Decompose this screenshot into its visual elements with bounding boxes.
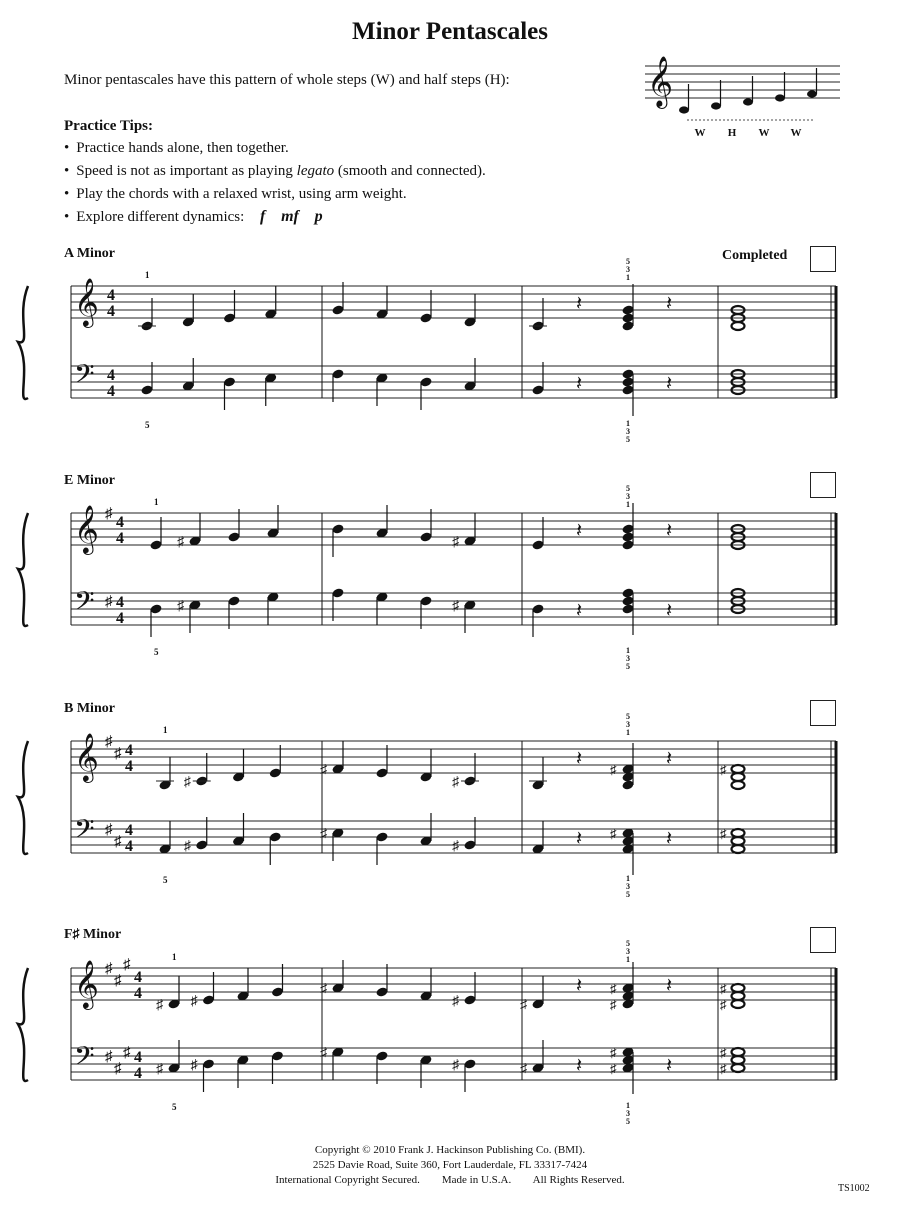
chord-note-head [732,1064,745,1072]
brace [18,286,28,399]
fingering-1: 1 [172,952,177,962]
accidental-sharp-icon: ♯ [452,599,459,614]
chord-note-head [732,992,745,1000]
accidental-sharp-icon: ♯ [190,1058,198,1073]
fingering-5: 5 [163,875,168,885]
quarter-rest-icon: 𝄽 [576,828,583,850]
tips-heading: Practice Tips: [64,118,154,134]
tip-item: • Explore different dynamics: f mf p [64,207,486,227]
dynamic-forte: f [260,208,266,225]
time-signature-bottom: 4 [125,758,133,775]
chord-fingering: 3 [626,492,630,501]
footer [0,1143,900,1188]
key-sharp-icon: ♯ [123,1045,131,1061]
quarter-rest-icon: 𝄽 [666,373,673,395]
chord-fingering: 3 [626,882,630,891]
key-sharp-icon: ♯ [114,834,122,850]
accidental-sharp-icon: ♯ [720,1045,727,1060]
quarter-rest-icon: 𝄽 [576,520,583,542]
grand-staff-f-sharp-minor [14,939,854,1134]
quarter-rest-icon: 𝄽 [666,600,673,622]
quarter-rest-icon: 𝄽 [666,1055,673,1077]
quarter-rest-icon: 𝄽 [576,373,583,395]
time-signature-bottom: 4 [116,610,124,627]
completed-label: Completed [722,248,788,263]
chord-note-head [732,837,745,845]
accidental-sharp-icon: ♯ [452,535,459,550]
accidental-sharp-icon: ♯ [452,775,459,790]
intro-note [775,94,785,101]
time-signature-bottom: 4 [134,1065,142,1082]
chord-note-head [732,781,745,789]
time-signature-top: 4 [134,969,142,986]
catalog-code: TS1002 [838,1183,870,1194]
bass-clef-icon: 𝄢 [74,1041,95,1077]
intro-note [711,102,721,109]
chord-fingering: 1 [626,874,630,883]
key-sharp-icon: ♯ [105,822,113,838]
chord-note-head [732,845,745,853]
key-sharp-icon: ♯ [105,961,113,977]
time-signature-bottom: 4 [107,303,115,320]
time-signature-bottom: 4 [125,838,133,855]
chord-note-head [732,773,745,781]
fingering-5: 5 [145,420,150,430]
footer-rights: International Copyright Secured. Made in U.S.A. All Rights Reserved. [275,1174,625,1186]
accidental-sharp-icon: ♯ [720,1061,727,1076]
fingering-1: 1 [163,725,168,735]
practice-tips [64,118,486,230]
chord-fingering: 5 [626,257,630,266]
chord-fingering: 5 [626,712,630,721]
time-signature-top: 4 [125,742,133,759]
accidental-sharp-icon: ♯ [452,994,459,1009]
chord-note-head [732,829,745,837]
key-sharp-icon: ♯ [114,973,122,989]
brace [18,741,28,854]
chord-fingering: 3 [626,720,630,729]
treble-clef-icon: 𝄞 [74,962,99,1008]
bass-clef-icon: 𝄢 [74,359,95,395]
dynamic-piano: p [314,208,323,225]
fingering-5: 5 [154,647,159,657]
quarter-rest-icon: 𝄽 [576,293,583,315]
intro-note [743,98,753,105]
accidental-sharp-icon: ♯ [452,839,459,854]
page-title: Minor Pentascales [351,18,549,45]
quarter-rest-icon: 𝄽 [666,828,673,850]
key-sharp-icon: ♯ [105,1049,113,1065]
chord-fingering: 1 [626,955,630,964]
tip-item: • Speed is not as important as playing legato (smooth and connected). [64,161,486,181]
quarter-rest-icon: 𝄽 [666,520,673,542]
treble-clef-icon: 𝄞 [647,57,674,106]
key-sharp-icon: ♯ [105,734,113,750]
brace [18,968,28,1081]
fingering-1: 1 [145,270,150,280]
treble-clef-icon: 𝄞 [74,735,99,781]
accidental-sharp-icon: ♯ [156,1062,163,1077]
accidental-sharp-icon: ♯ [610,762,617,777]
quarter-rest-icon: 𝄽 [666,975,673,997]
pattern-step: W [758,127,770,139]
time-signature-bottom: 4 [116,530,124,547]
accidental-sharp-icon: ♯ [183,839,191,854]
accidental-sharp-icon: ♯ [720,981,727,996]
time-signature-top: 4 [116,514,124,531]
chord-note-head [732,322,745,330]
key-sharp-icon: ♯ [114,1061,122,1077]
chord-note-head [732,984,745,992]
key-sharp-icon: ♯ [105,506,113,522]
chord-fingering: 3 [626,427,630,436]
time-signature-bottom: 4 [134,985,142,1002]
accidental-sharp-icon: ♯ [177,535,184,550]
chord-fingering: 5 [626,890,630,899]
accidental-sharp-icon: ♯ [720,997,727,1012]
grand-staff-a-minor [14,257,854,452]
accidental-sharp-icon: ♯ [610,997,617,1012]
section-title-b-minor: B Minor [64,701,115,716]
accidental-sharp-icon: ♯ [190,994,198,1009]
section-title-e-minor: E Minor [64,473,115,488]
chord-fingering: 3 [626,265,630,274]
intro-note [679,106,689,113]
chord-fingering: 5 [626,435,630,444]
pattern-step: W [790,127,802,139]
chord-fingering: 1 [626,500,630,509]
footer-address: 2525 Davie Road, Suite 360, Fort Lauderdale, FL 33317-7424 [312,1159,588,1171]
key-sharp-icon: ♯ [105,594,113,610]
chord-note-head [732,765,745,773]
chord-fingering: 1 [626,273,630,282]
chord-note-head [732,1048,745,1056]
brace [18,513,28,626]
chord-fingering: 5 [626,484,630,493]
time-signature-bottom: 4 [107,383,115,400]
accidental-sharp-icon: ♯ [610,1045,617,1060]
quarter-rest-icon: 𝄽 [666,293,673,315]
accidental-sharp-icon: ♯ [320,1046,327,1061]
chord-fingering: 1 [626,1101,630,1110]
accidental-sharp-icon: ♯ [610,826,617,841]
accidental-sharp-icon: ♯ [520,1062,527,1077]
quarter-rest-icon: 𝄽 [576,1055,583,1077]
chord-fingering: 1 [626,419,630,428]
intro-pattern-staff [645,52,845,147]
accidental-sharp-icon: ♯ [320,827,327,842]
quarter-rest-icon: 𝄽 [576,975,583,997]
fingering-5: 5 [172,1102,177,1112]
treble-clef-icon: 𝄞 [74,280,99,326]
quarter-rest-icon: 𝄽 [666,748,673,770]
bass-clef-icon: 𝄢 [74,586,95,622]
accidental-sharp-icon: ♯ [720,762,727,777]
tip-item: • Practice hands alone, then together. [64,138,486,158]
chord-fingering: 1 [626,646,630,655]
tip-item: • Play the chords with a relaxed wrist, using arm weight. [64,184,486,204]
accidental-sharp-icon: ♯ [183,775,191,790]
time-signature-top: 4 [125,822,133,839]
grand-staff-b-minor [14,712,854,907]
chord-fingering: 5 [626,939,630,948]
grand-staff-e-minor [14,484,854,679]
accidental-sharp-icon: ♯ [610,981,617,996]
pattern-step: H [727,127,737,139]
accidental-sharp-icon: ♯ [156,998,163,1013]
accidental-sharp-icon: ♯ [320,763,327,778]
quarter-rest-icon: 𝄽 [576,748,583,770]
intro-text: Minor pentascales have this pattern of whole steps (W) and half steps (H): [64,72,510,88]
time-signature-top: 4 [107,367,115,384]
quarter-rest-icon: 𝄽 [576,600,583,622]
key-sharp-icon: ♯ [114,746,122,762]
time-signature-top: 4 [134,1049,142,1066]
intro-notes [679,90,817,113]
accidental-sharp-icon: ♯ [177,599,184,614]
chord-note-head [732,1000,745,1008]
intro-note [807,90,817,97]
key-sharp-icon: ♯ [123,957,131,973]
section-title-a-minor: A Minor [64,246,115,261]
tips-list [64,138,486,227]
footer-copyright: Copyright © 2010 Frank J. Hackinson Publishing Co. (BMI). [314,1144,586,1156]
accidental-sharp-icon: ♯ [452,1058,459,1073]
time-signature-top: 4 [116,594,124,611]
chord-fingering: 5 [626,1117,630,1126]
time-signature-top: 4 [107,287,115,304]
chord-fingering: 5 [626,662,630,671]
chord-fingering: 1 [626,728,630,737]
bass-clef-icon: 𝄢 [74,814,95,850]
treble-clef-icon: 𝄞 [74,507,99,553]
chord-note-head [732,1056,745,1064]
chord-fingering: 3 [626,947,630,956]
section-title-f-sharp-minor: F♯ Minor [64,927,122,942]
chord-fingering: 3 [626,654,630,663]
accidental-sharp-icon: ♯ [320,982,327,997]
accidental-sharp-icon: ♯ [520,998,527,1013]
fingering-1: 1 [154,497,159,507]
dynamic-mezzo-forte: mf [281,208,299,225]
accidental-sharp-icon: ♯ [610,1061,617,1076]
pattern-step: W [694,127,706,139]
accidental-sharp-icon: ♯ [720,826,727,841]
chord-fingering: 3 [626,1109,630,1118]
